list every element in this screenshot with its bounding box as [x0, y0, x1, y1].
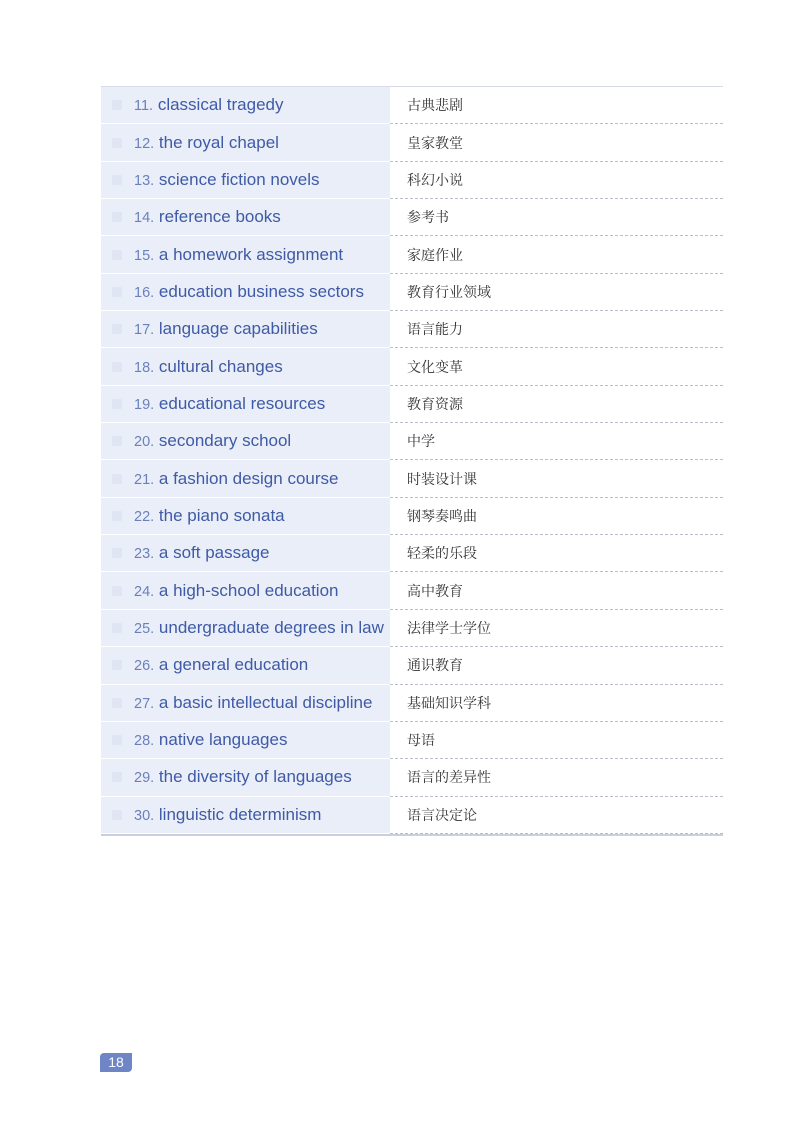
english-text: a soft passage: [158, 543, 270, 563]
chinese-translation: 语言决定论: [407, 807, 477, 824]
checkbox[interactable]: [112, 698, 122, 708]
chinese-translation: 语言能力: [407, 322, 463, 339]
chinese-translation: 科幻小说: [407, 172, 463, 189]
english-text: undergraduate degrees in law: [158, 617, 384, 637]
english-cell: [101, 274, 390, 311]
chinese-cell: [390, 535, 723, 572]
chinese-translation: 通识教育: [407, 658, 463, 675]
chinese-cell: [390, 460, 723, 497]
checkbox[interactable]: [112, 250, 122, 260]
english-text: a high-school education: [158, 580, 339, 600]
vocab-row: [101, 535, 723, 572]
chinese-cell: [390, 423, 723, 460]
item-number: 11.: [134, 98, 154, 115]
item-number: 24.: [134, 583, 155, 600]
chinese-cell: [390, 797, 723, 834]
checkbox[interactable]: [112, 548, 122, 558]
chinese-cell: [390, 236, 723, 273]
checkbox[interactable]: [112, 623, 122, 633]
english-phrase: [134, 469, 338, 489]
english-text: educational resources: [158, 393, 326, 413]
english-cell: [101, 162, 390, 199]
vocab-row: [101, 759, 723, 796]
chinese-translation: 古典悲剧: [407, 98, 463, 115]
item-number: 27.: [134, 695, 155, 712]
chinese-cell: [390, 124, 723, 161]
chinese-translation: 基础知识学科: [407, 695, 491, 712]
english-phrase: [134, 245, 343, 265]
chinese-cell: [390, 572, 723, 609]
chinese-cell: [390, 162, 723, 199]
english-phrase: [134, 506, 285, 526]
item-number: 28.: [134, 733, 155, 750]
item-number: 15.: [134, 247, 155, 264]
checkbox[interactable]: [112, 586, 122, 596]
checkbox[interactable]: [112, 212, 122, 222]
checkbox[interactable]: [112, 436, 122, 446]
english-cell: [101, 423, 390, 460]
vocab-row: [101, 423, 723, 460]
vocab-row: [101, 87, 723, 124]
item-number: 22.: [134, 508, 155, 525]
english-text: a fashion design course: [158, 468, 339, 488]
vocab-row: [101, 722, 723, 759]
english-phrase: [134, 319, 318, 339]
english-phrase: [134, 207, 281, 227]
english-text: native languages: [158, 730, 288, 750]
english-cell: [101, 572, 390, 609]
english-cell: [101, 535, 390, 572]
item-number: 25.: [134, 620, 155, 637]
chinese-cell: [390, 311, 723, 348]
chinese-cell: [390, 498, 723, 535]
chinese-translation: 教育行业领域: [407, 284, 491, 301]
chinese-translation: 教育资源: [407, 396, 463, 413]
english-phrase: [134, 95, 284, 115]
english-cell: [101, 386, 390, 423]
checkbox[interactable]: [112, 287, 122, 297]
chinese-translation: 语言的差异性: [407, 770, 491, 787]
english-text: the diversity of languages: [158, 767, 352, 787]
english-text: education business sectors: [158, 281, 364, 301]
english-phrase: [134, 805, 321, 825]
item-number: 19.: [134, 396, 155, 413]
vocab-row: [101, 797, 723, 834]
vocab-row: [101, 460, 723, 497]
item-number: 16.: [134, 284, 155, 301]
english-cell: [101, 610, 390, 647]
vocab-row: [101, 348, 723, 385]
chinese-translation: 母语: [407, 733, 435, 750]
vocab-row: [101, 124, 723, 161]
chinese-translation: 法律学士学位: [407, 620, 491, 637]
english-cell: [101, 647, 390, 684]
checkbox[interactable]: [112, 362, 122, 372]
checkbox[interactable]: [112, 772, 122, 782]
english-text: a homework assignment: [158, 244, 344, 264]
chinese-cell: [390, 386, 723, 423]
chinese-cell: [390, 722, 723, 759]
chinese-cell: [390, 348, 723, 385]
english-phrase: [134, 282, 364, 302]
vocab-row: [101, 199, 723, 236]
english-cell: [101, 498, 390, 535]
checkbox[interactable]: [112, 175, 122, 185]
english-cell: [101, 797, 390, 834]
page-number: 18: [100, 1053, 132, 1072]
english-phrase: [134, 394, 325, 414]
item-number: 20.: [134, 434, 155, 451]
item-number: 17.: [134, 322, 155, 339]
english-cell: [101, 460, 390, 497]
english-text: secondary school: [158, 431, 292, 451]
english-cell: [101, 722, 390, 759]
item-number: 29.: [134, 770, 155, 787]
chinese-cell: [390, 274, 723, 311]
english-phrase: [134, 170, 320, 190]
item-number: 21.: [134, 471, 155, 488]
english-cell: [101, 348, 390, 385]
english-text: a basic intellectual discipline: [158, 692, 373, 712]
item-number: 12.: [134, 135, 155, 152]
vocab-row: [101, 162, 723, 199]
vocab-row: [101, 386, 723, 423]
vocab-row: [101, 685, 723, 722]
item-number: 13.: [134, 172, 155, 189]
english-phrase: [134, 357, 283, 377]
english-phrase: [134, 767, 352, 787]
vocab-row: [101, 274, 723, 311]
item-number: 26.: [134, 658, 155, 675]
english-cell: [101, 311, 390, 348]
checkbox[interactable]: [112, 660, 122, 670]
item-number: 14.: [134, 210, 155, 227]
english-phrase: [134, 133, 279, 153]
checkbox[interactable]: [112, 810, 122, 820]
checkbox[interactable]: [112, 138, 122, 148]
checkbox[interactable]: [112, 100, 122, 110]
vocab-row: [101, 572, 723, 609]
checkbox[interactable]: [112, 474, 122, 484]
chinese-translation: 轻柔的乐段: [407, 546, 477, 563]
english-cell: [101, 199, 390, 236]
english-text: a general education: [158, 655, 309, 675]
english-cell: [101, 759, 390, 796]
english-phrase: [134, 431, 291, 451]
vocab-row: [101, 610, 723, 647]
english-phrase: [134, 655, 308, 675]
item-number: 23.: [134, 546, 155, 563]
chinese-cell: [390, 610, 723, 647]
english-text: language capabilities: [158, 319, 318, 339]
checkbox[interactable]: [112, 324, 122, 334]
chinese-cell: [390, 87, 723, 124]
english-text: the royal chapel: [158, 132, 279, 152]
english-phrase: [134, 543, 269, 563]
english-text: linguistic determinism: [158, 804, 322, 824]
item-number: 30.: [134, 807, 155, 824]
chinese-cell: [390, 199, 723, 236]
chinese-translation: 时装设计课: [407, 471, 477, 488]
english-text: science fiction novels: [158, 169, 320, 189]
vocabulary-table: [101, 86, 723, 836]
checkbox[interactable]: [112, 735, 122, 745]
vocab-row: [101, 647, 723, 684]
chinese-cell: [390, 759, 723, 796]
english-phrase: [134, 581, 338, 601]
english-cell: [101, 87, 390, 124]
english-cell: [101, 124, 390, 161]
english-text: classical tragedy: [157, 95, 284, 115]
chinese-translation: 家庭作业: [407, 247, 463, 264]
vocab-row: [101, 498, 723, 535]
english-text: reference books: [158, 207, 281, 227]
item-number: 18.: [134, 359, 155, 376]
english-cell: [101, 236, 390, 273]
english-text: cultural changes: [158, 356, 283, 376]
chinese-translation: 皇家教堂: [407, 135, 463, 152]
chinese-translation: 参考书: [407, 210, 449, 227]
checkbox[interactable]: [112, 511, 122, 521]
chinese-cell: [390, 685, 723, 722]
checkbox[interactable]: [112, 399, 122, 409]
english-cell: [101, 685, 390, 722]
english-phrase: [134, 730, 287, 750]
chinese-translation: 高中教育: [407, 583, 463, 600]
english-phrase: [134, 618, 384, 638]
vocab-row: [101, 311, 723, 348]
vocab-row: [101, 236, 723, 273]
chinese-translation: 文化变革: [407, 359, 463, 376]
chinese-cell: [390, 647, 723, 684]
chinese-translation: 钢琴奏鸣曲: [407, 508, 477, 525]
english-text: the piano sonata: [158, 505, 285, 525]
chinese-translation: 中学: [407, 434, 435, 451]
english-phrase: [134, 693, 372, 713]
